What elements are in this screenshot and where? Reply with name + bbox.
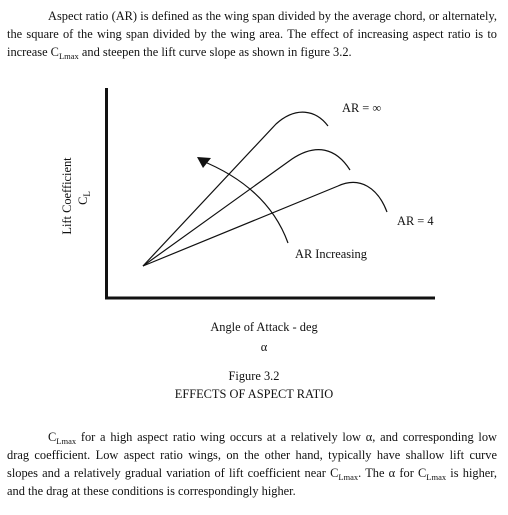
closing-paragraph bbox=[7, 428, 497, 500]
intro-subscript: Lmax bbox=[58, 51, 79, 61]
figure-number: Figure 3.2 bbox=[228, 369, 280, 383]
y-axis-symbol: $C_L$ bbox=[76, 191, 92, 205]
label-ar-infinity: AR = ∞ bbox=[342, 101, 382, 115]
figure-title: EFFECTS OF ASPECT RATIO bbox=[174, 387, 334, 401]
label-ar-4: AR = 4 bbox=[397, 214, 434, 228]
y-axis-label: Lift Coefficient bbox=[60, 157, 74, 235]
x-axis-symbol: α bbox=[260, 340, 268, 354]
closing-text-1: C bbox=[48, 430, 57, 444]
closing-text-4: is higher, and the drag at these conditions is correspondingly higher. bbox=[7, 466, 498, 498]
ar-increasing-arrow bbox=[200, 160, 288, 243]
closing-subscript-3: Lmax bbox=[426, 472, 447, 482]
closing-subscript-1: Lmax bbox=[56, 436, 77, 446]
x-axis-label: Angle of Attack - deg bbox=[210, 320, 318, 334]
closing-text-3: . The α for C bbox=[358, 466, 427, 480]
curve-high-ar bbox=[143, 112, 328, 266]
intro-text-1: Aspect ratio (AR) is defined as the wing span divided by the average chord, or alternately, the square of the wing span divided by the wing area. The effect of increasing aspect ratio is to increase C bbox=[7, 9, 497, 59]
closing-subscript-2: Lmax bbox=[338, 472, 359, 482]
arrowhead-icon bbox=[197, 157, 211, 168]
label-ar-increasing: AR Increasing bbox=[295, 247, 367, 261]
intro-text-2: and steepen the lift curve slope as shown in figure 3.2. bbox=[78, 45, 352, 59]
closing-text-2: for a high aspect ratio wing occurs at a relatively low α, and corresponding low drag coefficient. Low aspect ratio wings, on the other hand, typically have shallow lift curve slopes and a relatively gradual variation of lift coefficient near C bbox=[7, 430, 497, 480]
